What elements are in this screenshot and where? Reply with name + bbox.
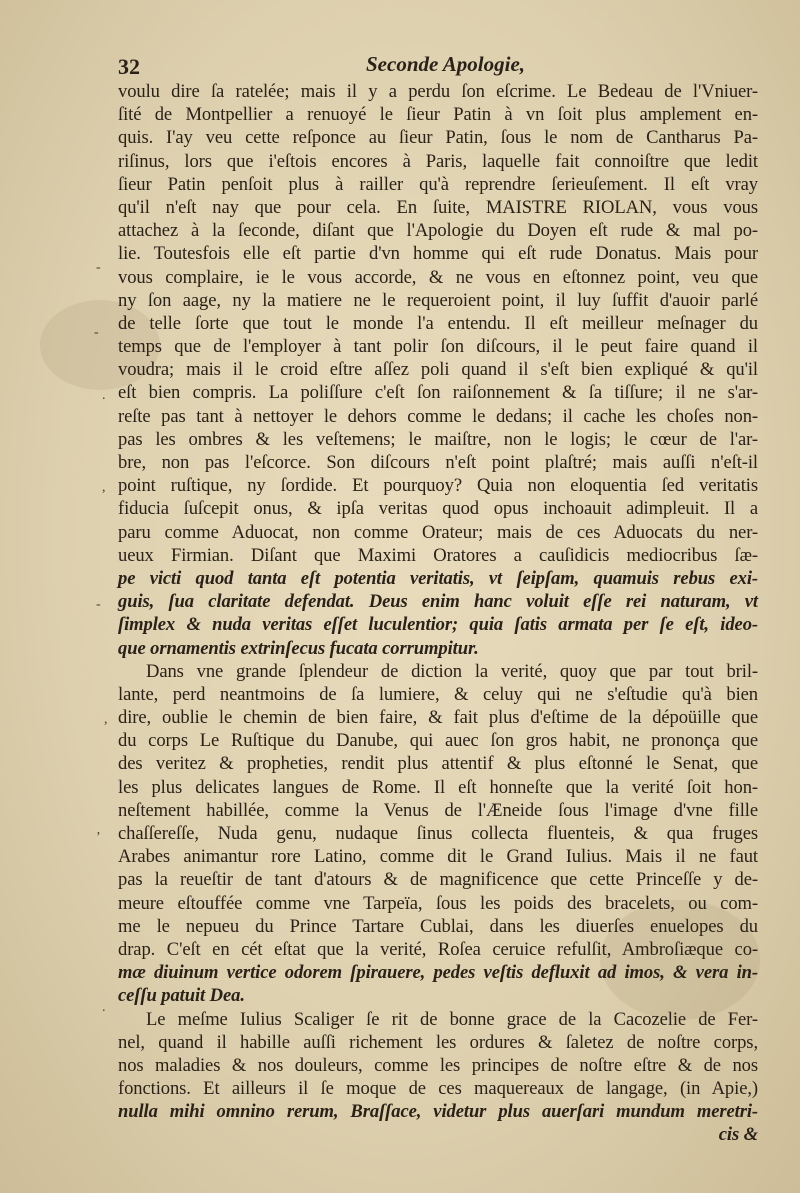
text-line: nulla mihi omnino rerum, Braſſace, videtur plus auerſari mundum meretri- xyxy=(118,1101,758,1123)
text-line: chaſſereſſe, Nuda genu, nudaque ſinus collecta fluenteis, & qua fruges xyxy=(118,823,758,844)
text-line: quis. I'ay veu cette reſponce au ſieur Patin, ſous le nom de Cantharus Pa- xyxy=(118,127,758,149)
text-line: dire, oublie le chemin de bien faire, & fait plus d'eſtime de la dépoüille que xyxy=(118,707,758,729)
text-line: fiducia ſuſcepit onus, & ipſa veritas quod opus inchoauit adimpleuit. Il a xyxy=(118,498,758,520)
text-line: des veritez & propheties, rendit plus attentif & plus eſtonné le Senat, que xyxy=(118,753,758,775)
text-line: point ruſtique, ny ſordide. Et pourquoy? Quia non eloquentia ſed veritatis xyxy=(118,475,758,497)
text-line: pe victi quod tanta eſt potentia veritatis, vt ſeipſam, quamuis rebus exi- xyxy=(118,567,758,589)
text-line: les plus delicates langues de Rome. Il eſt honneſte que la verité ſoit hon- xyxy=(118,776,758,798)
text-line: voudra; mais il le croid eſtre aſſez poli quand il s'eſt bien expliqué & qu'il xyxy=(118,359,758,381)
text-line: temps que de l'employer à tant polir ſon diſcours, il le peut faire quand il xyxy=(118,336,758,358)
text-line: ceſſu patuit Dea. xyxy=(118,985,245,1007)
text-line: du corps Le Ruſtique du Danube, qui auec ſon gros habit, ne prononça que xyxy=(118,730,758,752)
margin-mark: . xyxy=(102,388,106,403)
text-line: pas les ombres & les veſtemens; le maiſtre, non le logis; le cœur de l'ar- xyxy=(118,428,758,450)
text-line: Arabes animantur rore Latino, comme dit le Grand Iulius. Mais il ne faut xyxy=(118,846,758,868)
text-line: bre, non pas l'eſcorce. Son diſcours n'eſt point plaſtré; mais auſſi n'eſt-il xyxy=(118,452,758,473)
text-line: meure eſtouffée comme vne Tarpeïa, ſous les poids des bracelets, ou com- xyxy=(118,892,758,914)
text-line: ſimplex & nuda veritas eſſet luculentior; quia ſatis armata per ſe eſt, ideo- xyxy=(118,614,758,636)
text-line: mæ diuinum vertice odorem ſpirauere, pedes veſtis defluxit ad imos, & vera in- xyxy=(118,962,758,984)
margin-mark: . xyxy=(102,1000,106,1015)
margin-mark: ʼ xyxy=(96,830,101,845)
text-line: lie. Toutesfois elle eſt partie d'vn homme qui eſt rude Donatus. Mais pour xyxy=(118,243,758,265)
text-line: ueux Firmian. Diſant que Maximi Oratores a cauſidicis mediocribus ſæ- xyxy=(118,544,758,566)
text-line: que ornamentis extrinſecus fucata corrumpitur. xyxy=(118,637,479,659)
text-line: riſinus, lors que i'eſtois encores à Paris, laquelle fait connoiſtre que ledit xyxy=(118,150,758,172)
margin-mark: , xyxy=(104,712,108,727)
text-line: lante, perd neantmoins de ſa lumiere, & celuy qui ne s'eſtudie qu'à bien xyxy=(118,683,758,705)
text-line: neſtement habillée, comme la Venus de l'Æneide ſous l'image d'vne fille xyxy=(118,799,758,821)
page-number: 32 xyxy=(118,54,140,79)
text-line: vous complaire, ie le vous accorde, & ne vous en eſtonnez point, veu que xyxy=(118,266,758,288)
text-line: guis, ſua claritate defendat. Deus enim hanc voluit eſſe rei naturam, vt xyxy=(118,591,758,613)
text-line: ſieur Patin penſoit plus à railler qu'à reprendre ſerieuſement. Il eſt vray xyxy=(118,173,758,195)
text-line: qu'il n'eſt nay que pour cela. En ſuite, MAISTRE RIOLAN, vous vous xyxy=(118,196,758,218)
margin-mark: - xyxy=(94,325,99,340)
margin-mark: - xyxy=(96,597,101,612)
text-line: ny ſon aage, ny la matiere ne le requeroient point, il luy ſuffit d'auoir parlé xyxy=(118,289,758,311)
margin-mark: - xyxy=(96,260,101,275)
text-line: cis & xyxy=(718,1124,758,1146)
text-line: fonctions. Et ailleurs il ſe moque de ces maquereaux de langage, (in Apie,) xyxy=(118,1078,758,1100)
text-line: drap. C'eſt en cét eſtat que la verité, Roſea ceruice refulſit, Ambroſiæque co- xyxy=(118,938,758,960)
text-line: nel, quand il habille auſſi richement les ordures & ſaletez de noſtre corps, xyxy=(118,1031,758,1053)
running-title: Seconde Apologie, xyxy=(366,52,526,76)
body-text xyxy=(118,80,758,1147)
text-line: eſt bien compris. La poliſſure c'eſt ſon raiſonnement & ſa tiſſure; il ne s'ar- xyxy=(118,382,758,404)
text-line: paru comme Aduocat, non comme Orateur; mais de ces Aduocats du ner- xyxy=(118,521,758,543)
text-line: attachez à la ſeconde, diſant que l'Apologie du Doyen eſt rude & mal po- xyxy=(118,220,758,242)
text-line: me le nepueu du Prince Tartare Cublai, dans les diuerſes enuelopes du xyxy=(118,915,758,937)
text-line: Le meſme Iulius Scaliger ſe rit de bonne grace de la Cacozelie de Fer- xyxy=(146,1008,758,1030)
text-line: de telle ſorte que tout le monde l'a entendu. Il eſt meilleur meſnager du xyxy=(118,312,758,334)
text-line: nos maladies & nos douleurs, comme les principes de noſtre eſtre & de nos xyxy=(118,1054,758,1076)
text-line: voulu dire ſa ratelée; mais il y a perdu ſon eſcrime. Le Bedeau de l'Vniuer- xyxy=(118,81,758,102)
text-line: pas la reueſtir de tant d'atours & de magnificence que cette Princeſſe y de- xyxy=(118,869,758,891)
margin-mark: , xyxy=(102,480,106,495)
text-line: Dans vne grande ſplendeur de diction la verité, quoy que par tout bril- xyxy=(146,660,758,682)
text-line: reſte pas tant à nettoyer le dehors comme le dedans; il cache les choſes non- xyxy=(118,405,758,427)
text-line: ſité de Montpellier a renuoyé le ſieur Patin à vn ſoit plus amplement en- xyxy=(118,104,758,126)
